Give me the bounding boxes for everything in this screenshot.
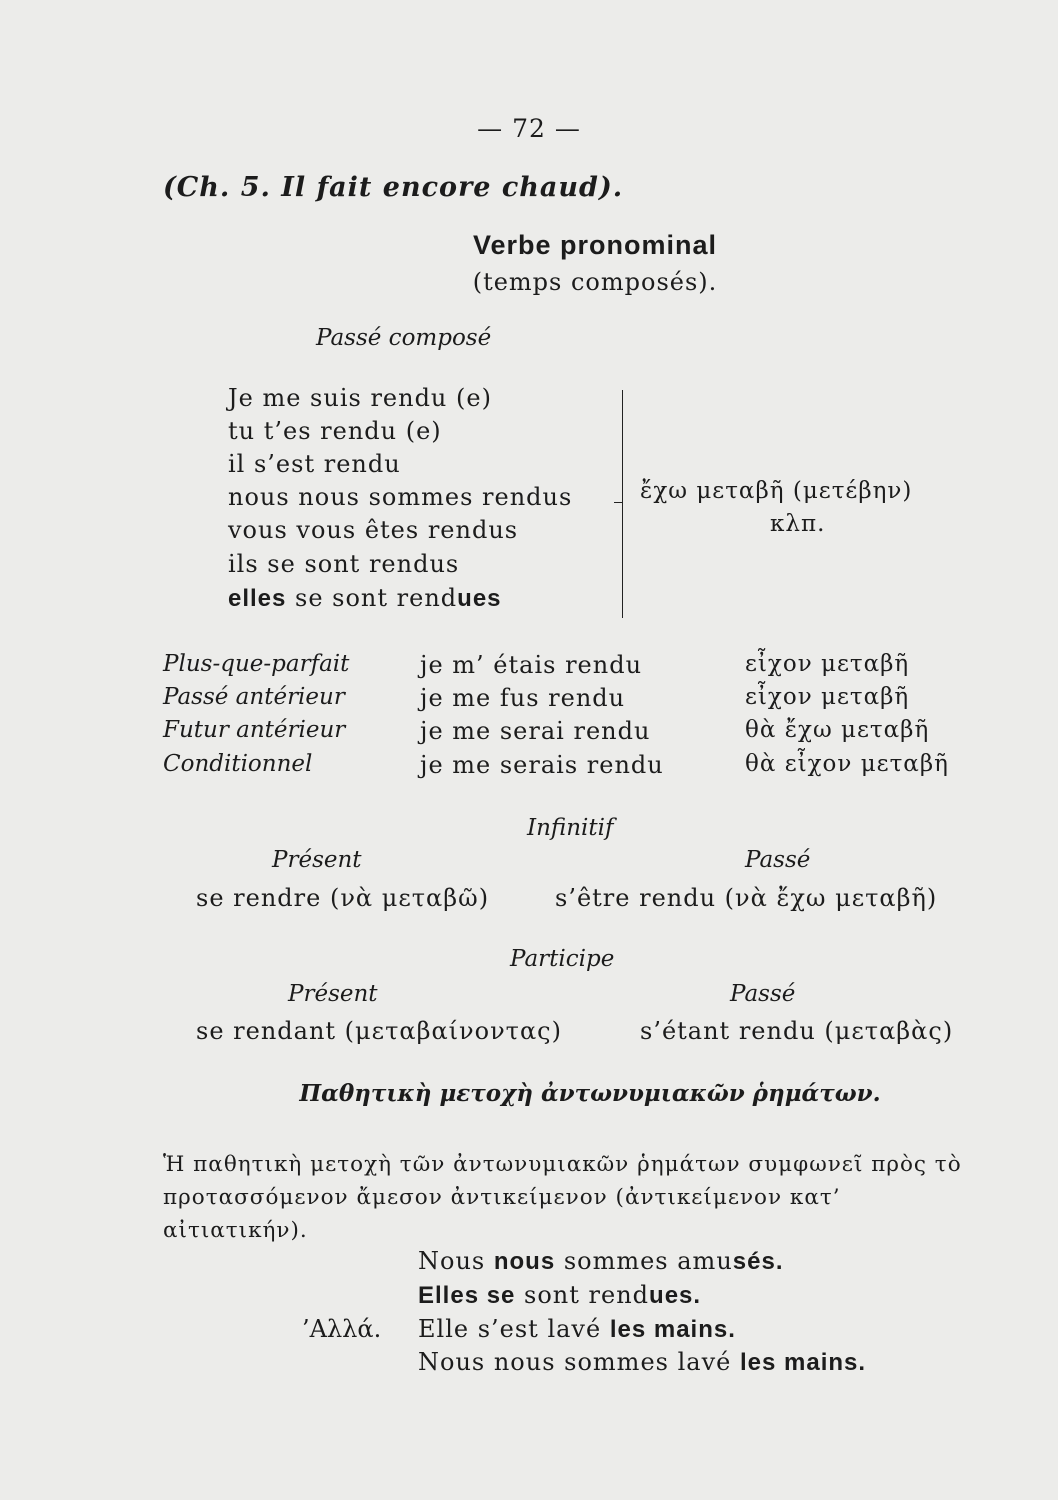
conjugation-line: ils se sont rendus <box>228 550 460 578</box>
tense-greek-form: εἶχον μεταβῆ <box>745 684 910 710</box>
conjugation-line: il s’est rendu <box>228 450 401 478</box>
example-text: Nous nous sommes lavé <box>418 1348 740 1376</box>
greek-section-heading: Παθητικὴ μετοχὴ ἀντωνυμιακῶν ῥημάτων. <box>299 1080 881 1107</box>
tense-greek-form: θὰ ἔχω μεταβῆ <box>745 717 930 743</box>
tense-greek-form: εἶχον μεταβῆ <box>745 651 910 677</box>
infinitif-heading: Infinitif <box>527 815 614 841</box>
bold-ending: sés. <box>732 1248 784 1275</box>
greek-equivalent: ἔχω μεταβῆ (μετέβην) <box>640 478 913 504</box>
participe-heading: Participe <box>510 946 615 972</box>
bold-object: les mains. <box>609 1316 736 1343</box>
greek-paragraph: Ἡ παθητικὴ μετοχὴ τῶν ἀντωνυμιακῶν ῥημάτων συμφωνεῖ πρὸς τὸ προτασσόμενον ἄμεσον ἀντικείμενον (ἀντικείμενον κατ’ αἰτιατικήν). <box>163 1152 962 1243</box>
greek-etc: κλπ. <box>770 511 826 537</box>
bold-ending: ues. <box>649 1282 702 1309</box>
tense-name: Passé antérieur <box>163 684 345 710</box>
bold-pronoun: nous <box>493 1248 556 1275</box>
example-sentence <box>418 1247 784 1276</box>
example-sentence <box>418 1315 736 1344</box>
infinitif-present-label: Présent <box>272 847 362 873</box>
tense-french-form: je me serais rendu <box>420 751 664 779</box>
tense-name: Futur antérieur <box>163 717 346 743</box>
conjugation-line: Je me suis rendu (e) <box>228 384 492 412</box>
page-number: — 72 — <box>477 114 581 143</box>
participe-passe-form: s’étant rendu (μεταβὰς) <box>640 1017 954 1045</box>
alla-label: ’Αλλά. <box>302 1315 382 1343</box>
example-text: sont rend <box>515 1281 650 1309</box>
infinitif-present-form: se rendre (νὰ μεταβῶ) <box>196 884 490 912</box>
passe-compose-heading: Passé composé <box>316 325 492 351</box>
conjugation-line: vous vous êtes rendus <box>228 516 519 544</box>
section-subtitle: (temps composés). <box>472 268 718 296</box>
participe-present-form: se rendant (μεταβαίνοντας) <box>196 1017 562 1045</box>
example-text: Nous <box>418 1247 494 1275</box>
bold-ending: ues <box>457 585 502 612</box>
example-sentence <box>418 1348 866 1377</box>
conjugation-line: tu t’es rendu (e) <box>228 417 442 445</box>
example-sentence <box>418 1281 701 1310</box>
conjugation-line <box>228 584 502 613</box>
bold-object: les mains. <box>739 1349 867 1376</box>
conjugation-line: nous nous sommes rendus <box>228 483 573 511</box>
tense-french-form: je me serai rendu <box>420 717 651 745</box>
chapter-reference: (Ch. 5. Il fait encore chaud). <box>163 172 624 203</box>
conjugation-text: se sont rend <box>286 584 458 612</box>
participe-passe-label: Passé <box>730 981 796 1007</box>
section-title: Verbe pronominal <box>472 230 718 260</box>
infinitif-passe-form: s’être rendu (νὰ ἔχω μεταβῆ) <box>555 884 938 912</box>
bold-subject: Elles se <box>418 1282 516 1309</box>
conjugation-bracket <box>622 390 631 618</box>
participe-present-label: Présent <box>288 981 378 1007</box>
example-text: sommes amu <box>555 1247 733 1275</box>
bracket-point <box>614 502 622 503</box>
tense-name: Conditionnel <box>163 751 313 777</box>
tense-name: Plus-que-parfait <box>163 651 350 677</box>
tense-french-form: je me fus rendu <box>420 684 626 712</box>
tense-greek-form: θὰ εἶχον μεταβῆ <box>745 751 949 777</box>
example-text: Elle s’est lavé <box>418 1315 610 1343</box>
bold-pronoun: elles <box>228 585 287 612</box>
infinitif-passe-label: Passé <box>745 847 811 873</box>
tense-french-form: je m’ étais rendu <box>420 651 643 679</box>
